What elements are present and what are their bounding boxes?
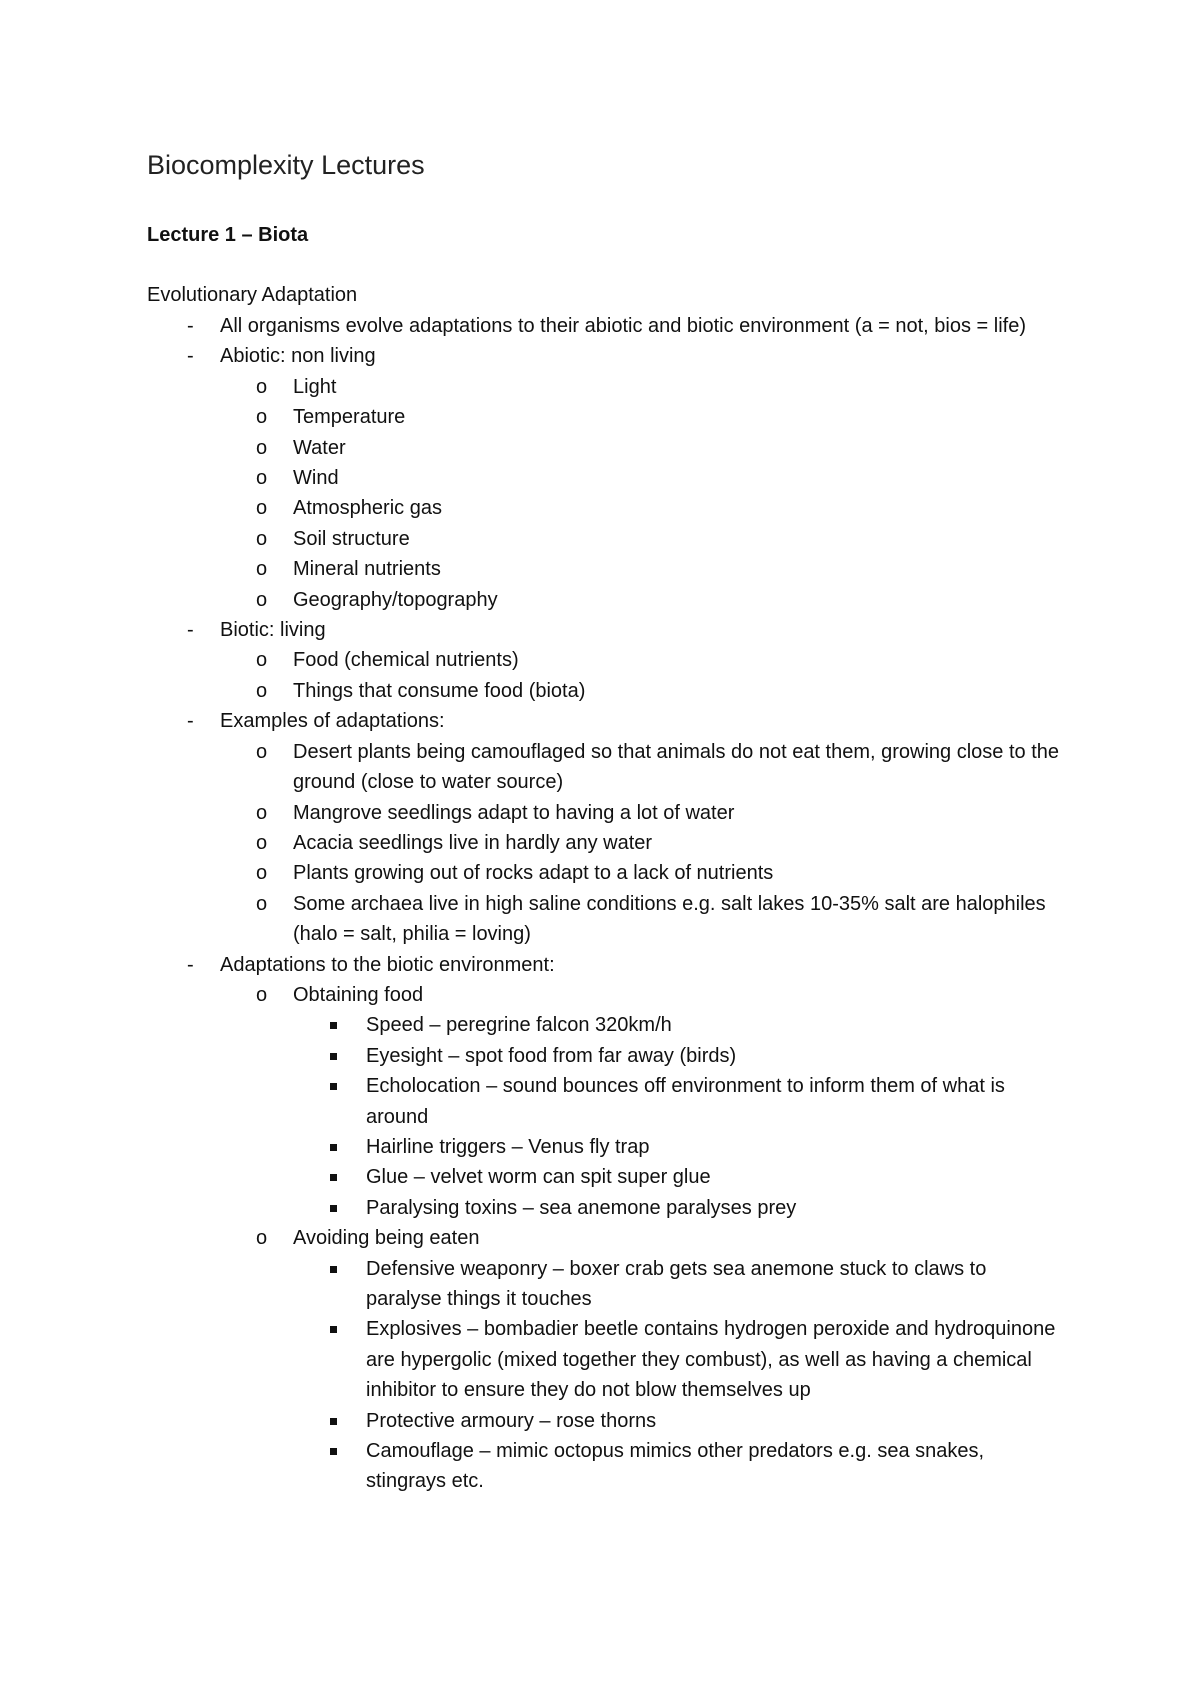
list-item-text: All organisms evolve adaptations to their abiotic and biotic environment (a = not, bios = life) [220, 315, 1026, 337]
sub-sub-list-item-text: Echolocation – sound bounces off environment to inform them of what is around [366, 1075, 1005, 1128]
sub-list-item-text: Atmospheric gas [293, 497, 442, 520]
sub-list [220, 372, 1067, 615]
circle-bullet-icon: o [256, 527, 268, 550]
circle-bullet-icon: o [256, 375, 268, 398]
sub-list-item [220, 463, 1067, 493]
dash-bullet-icon: - [187, 315, 194, 337]
section-heading: Evolutionary Adaptation [147, 284, 358, 306]
list-item-text: Abiotic: non living [220, 345, 376, 368]
sub-list-item-text: Desert plants being camouflaged so that animals do not eat them, growing close to the ground (close to water source) [293, 740, 1060, 794]
sub-list-item-text: Some archaea live in high saline conditions e.g. salt lakes 10-35% salt are halophiles (halo = salt, philia = loving) [293, 892, 1046, 946]
sub-sub-list-item [293, 1162, 1067, 1192]
dash-bullet-icon: - [187, 619, 194, 642]
sub-list-item [220, 1223, 1067, 1497]
sub-list-item-text: Acacia seedlings live in hardly any water [293, 831, 653, 854]
sub-sub-list-item-text: Glue – velvet worm can spit super glue [366, 1166, 711, 1189]
sub-list-item [220, 372, 1067, 402]
sub-list-item-text: Mineral nutrients [293, 558, 441, 581]
notes-body [147, 311, 1067, 1497]
sub-sub-list-item [293, 1041, 1067, 1071]
sub-sub-list-item-text: Defensive weaponry – boxer crab gets sea anemone stuck to claws to paralyse things it touches [366, 1257, 987, 1310]
sub-sub-list-item [293, 1071, 1067, 1132]
sub-list-item [220, 433, 1067, 463]
sub-sub-list-item-text: Hairline triggers – Venus fly trap [366, 1135, 650, 1158]
sub-list [220, 980, 1067, 1497]
circle-bullet-icon: o [256, 740, 268, 763]
sub-list-item-text: Things that consume food (biota) [293, 679, 586, 702]
circle-bullet-icon: o [256, 406, 268, 429]
circle-bullet-icon: o [256, 1227, 268, 1250]
sub-sub-list [293, 1010, 1067, 1223]
circle-bullet-icon: o [256, 801, 268, 824]
list-item [147, 341, 1067, 615]
sub-sub-list-item-text: Paralysing toxins – sea anemone paralyses prey [366, 1196, 797, 1219]
list-item-text: Adaptations to the biotic environment: [220, 953, 555, 976]
circle-bullet-icon: o [256, 588, 268, 611]
sub-sub-list-item-text: Protective armoury – rose thorns [366, 1409, 657, 1432]
sub-sub-list-item [293, 1436, 1067, 1497]
list-item [147, 950, 1067, 1497]
sub-sub-list-item [293, 1010, 1067, 1040]
list-item [147, 615, 1067, 706]
sub-sub-list-item [293, 1314, 1067, 1405]
square-bullet-icon [330, 1266, 337, 1273]
square-bullet-icon [330, 1144, 337, 1151]
list-item-text: Biotic: living [220, 619, 326, 642]
sub-list-item-text: Soil structure [293, 527, 410, 550]
sub-sub-list-item [293, 1193, 1067, 1223]
square-bullet-icon [330, 1448, 337, 1455]
sub-sub-list-item-text: Speed – peregrine falcon 320km/h [366, 1014, 672, 1037]
sub-list-item-text: Food (chemical nutrients) [293, 649, 519, 672]
sub-sub-list-item-text: Explosives – bombadier beetle contains hydrogen peroxide and hydroquinone are hypergolic (mixed together they combust), as well as having a chemical inhibitor to ensure they do not blow themselves up [366, 1318, 1056, 1402]
sub-list-item-text: Mangrove seedlings adapt to having a lot of water [293, 801, 735, 824]
circle-bullet-icon: o [256, 467, 268, 490]
sub-list-item [220, 737, 1067, 798]
sub-list [220, 737, 1067, 950]
sub-list-item [220, 524, 1067, 554]
square-bullet-icon [330, 1053, 337, 1060]
sub-list [220, 645, 1067, 706]
sub-list-item [220, 402, 1067, 432]
dash-bullet-icon: - [187, 953, 194, 976]
lecture-heading: Lecture 1 – Biota [147, 224, 309, 246]
sub-list-item-text: Plants growing out of rocks adapt to a lack of nutrients [293, 862, 774, 885]
circle-bullet-icon: o [256, 831, 268, 854]
list-item [147, 706, 1067, 949]
list-item-text: Examples of adaptations: [220, 710, 445, 733]
sub-list-item [220, 889, 1067, 950]
sub-sub-list-item-text: Eyesight – spot food from far away (birds) [366, 1044, 737, 1067]
circle-bullet-icon: o [256, 679, 268, 702]
bullet-list [147, 311, 1067, 1497]
sub-list-item [220, 493, 1067, 523]
sub-list-item [220, 798, 1067, 828]
circle-bullet-icon: o [256, 649, 268, 672]
sub-list-item [220, 676, 1067, 706]
square-bullet-icon [330, 1418, 337, 1425]
sub-list-item-text: Obtaining food [293, 983, 424, 1006]
sub-list-item [220, 980, 1067, 1223]
square-bullet-icon [330, 1174, 337, 1181]
square-bullet-icon [330, 1022, 337, 1029]
sub-list-item [220, 828, 1067, 858]
sub-list-item-text: Light [293, 375, 337, 398]
sub-list-item [220, 645, 1067, 675]
circle-bullet-icon: o [256, 983, 268, 1006]
sub-list-item [220, 858, 1067, 888]
sub-list-item [220, 585, 1067, 615]
sub-sub-list-item [293, 1132, 1067, 1162]
circle-bullet-icon: o [256, 436, 268, 459]
sub-list-item-text: Water [293, 436, 346, 459]
square-bullet-icon [330, 1083, 337, 1090]
circle-bullet-icon: o [256, 892, 268, 915]
sub-list-item-text: Wind [293, 467, 339, 490]
sub-sub-list-item [293, 1406, 1067, 1436]
circle-bullet-icon: o [256, 862, 268, 885]
dash-bullet-icon: - [187, 710, 194, 733]
list-item [147, 311, 1067, 341]
sub-list-item [220, 554, 1067, 584]
sub-list-item-text: Avoiding being eaten [293, 1227, 480, 1250]
circle-bullet-icon: o [256, 558, 268, 581]
sub-list-item-text: Temperature [293, 406, 406, 429]
sub-sub-list-item-text: Camouflage – mimic octopus mimics other predators e.g. sea snakes, stingrays etc. [366, 1440, 985, 1493]
document-title: Biocomplexity Lectures [147, 150, 425, 180]
square-bullet-icon [330, 1326, 337, 1333]
square-bullet-icon [330, 1205, 337, 1212]
dash-bullet-icon: - [187, 345, 194, 368]
circle-bullet-icon: o [256, 497, 268, 520]
sub-sub-list [293, 1254, 1067, 1497]
sub-list-item-text: Geography/topography [293, 588, 498, 611]
sub-sub-list-item [293, 1254, 1067, 1315]
